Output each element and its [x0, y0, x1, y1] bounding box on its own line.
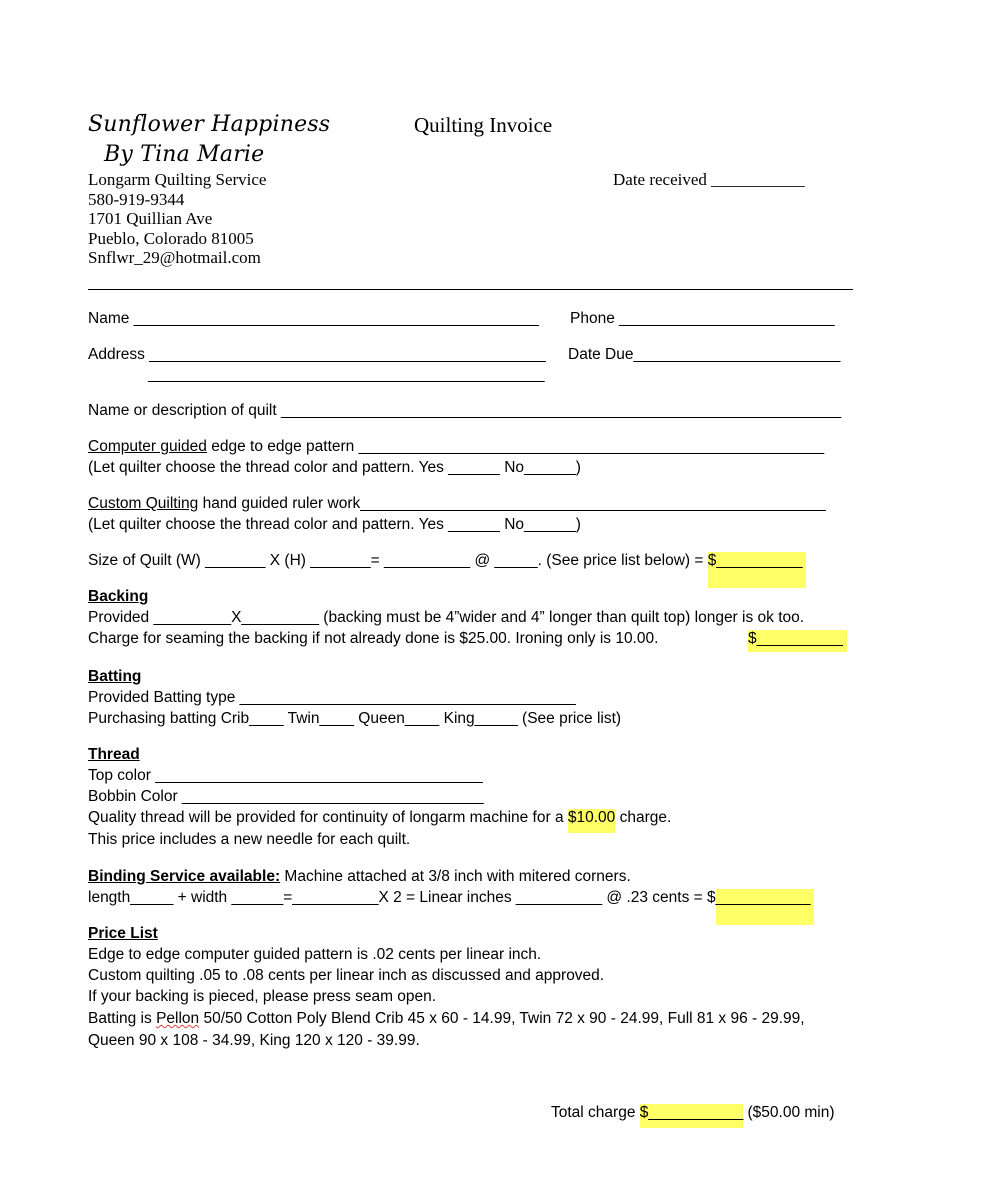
- computer-guided-choice[interactable]: (Let quilter choose the thread color and pattern. Yes ______ No______): [88, 459, 581, 476]
- price-list-item: Edge to edge computer guided pattern is .02 cents per linear inch.: [88, 946, 542, 963]
- computer-guided-line[interactable]: [88, 438, 824, 456]
- binding-amount[interactable]: ___________: [716, 889, 814, 925]
- quilt-size-text: Size of Quilt (W) _______ X (H) _______= __________ @ _____. (See price list below) =: [88, 552, 708, 569]
- brand-name: Sunflower Happiness: [88, 112, 331, 137]
- needle-note: This price includes a new needle for each quilt.: [88, 831, 411, 848]
- batting-heading: Batting: [88, 668, 142, 685]
- batting-prices: 50/50 Cotton Poly Blend Crib 45 x 60 - 14.99, Twin 72 x 90 - 24.99, Full 81 x 96 - 29.99,: [199, 1010, 805, 1027]
- batting-prices-intro: Batting is: [88, 1010, 157, 1027]
- total-label: Total charge: [551, 1104, 640, 1121]
- computer-guided-label: Computer guided: [88, 438, 207, 455]
- quality-thread-line: [88, 809, 671, 833]
- binding-line: [88, 868, 631, 886]
- top-color-field[interactable]: Top color ______________________________________: [88, 767, 483, 784]
- address-field[interactable]: Address ______________________________________________: [88, 346, 546, 363]
- price-list-heading: Price List: [88, 925, 158, 942]
- backing-seaming-line: Charge for seaming the backing if not already done is $25.00. Ironing only is 10.00.: [88, 630, 659, 647]
- date-received-field[interactable]: Date received ___________: [613, 170, 805, 189]
- page-title: Quilting Invoice: [414, 113, 553, 137]
- price-list-item: [88, 1010, 805, 1028]
- thread-heading: Thread: [88, 746, 140, 763]
- header-divider: [88, 289, 853, 290]
- date-due-field[interactable]: Date Due________________________: [568, 346, 841, 363]
- contact-city: Pueblo, Colorado 81005: [88, 229, 254, 248]
- price-list-item: If your backing is pieced, please press seam open.: [88, 988, 437, 1005]
- custom-quilting-line[interactable]: [88, 495, 826, 513]
- address-line2-field[interactable]: ______________________________________________: [148, 366, 545, 383]
- backing-amount[interactable]: $__________: [748, 630, 847, 652]
- quality-thread-charge: charge.: [615, 809, 672, 826]
- total-amount[interactable]: $___________: [640, 1104, 743, 1128]
- total-line[interactable]: [551, 1104, 835, 1128]
- brand-byline: By Tina Marie: [104, 142, 265, 167]
- custom-quilting-work: hand guided ruler work______________________________________________________: [198, 495, 826, 512]
- binding-calc-text: length_____ + width ______=__________X 2 = Linear inches __________ @ .23 cents = $: [88, 889, 716, 906]
- binding-description: Machine attached at 3/8 inch with mitered corners.: [280, 868, 631, 885]
- backing-provided-line[interactable]: Provided _________X_________ (backing must be 4”wider and 4” longer than quilt top) longer is ok too.: [88, 609, 805, 626]
- batting-type-field[interactable]: Provided Batting type _______________________________________: [88, 689, 576, 706]
- quality-thread-text: Quality thread will be provided for continuity of longarm machine for a: [88, 809, 568, 826]
- price-list-item: Custom quilting .05 to .08 cents per linear inch as discussed and approved.: [88, 967, 605, 984]
- quilt-size-amount[interactable]: $__________: [708, 552, 806, 588]
- contact-email: Snflwr_29@hotmail.com: [88, 248, 261, 267]
- pellon-brand: Pellon: [156, 1010, 200, 1027]
- contact-phone: 580-919-9344: [88, 190, 185, 209]
- name-field[interactable]: Name _______________________________________________: [88, 310, 539, 327]
- contact-street: 1701 Quillian Ave: [88, 209, 213, 228]
- quilt-description-field[interactable]: Name or description of quilt _________________________________________________________________: [88, 402, 842, 419]
- backing-heading: Backing: [88, 588, 149, 605]
- phone-field[interactable]: Phone _________________________: [570, 310, 835, 327]
- custom-quilting-choice[interactable]: (Let quilter choose the thread color and pattern. Yes ______ No______): [88, 516, 581, 533]
- custom-quilting-label: Custom Quilting: [88, 495, 199, 512]
- price-list-item: Queen 90 x 108 - 34.99, King 120 x 120 - 39.99.: [88, 1032, 420, 1049]
- bobbin-color-field[interactable]: Bobbin Color ___________________________________: [88, 788, 484, 805]
- total-minimum: ($50.00 min): [743, 1104, 835, 1121]
- binding-calc-line[interactable]: [88, 889, 814, 925]
- service-name: Longarm Quilting Service: [88, 170, 267, 189]
- quilt-size-line[interactable]: [88, 552, 806, 588]
- binding-heading: Binding Service available:: [88, 868, 281, 885]
- computer-guided-pattern: edge to edge pattern ______________________________________________________: [206, 438, 825, 455]
- quality-thread-amount: $10.00: [568, 809, 615, 833]
- batting-purchase-line[interactable]: Purchasing batting Crib____ Twin____ Queen____ King_____ (See price list): [88, 710, 622, 727]
